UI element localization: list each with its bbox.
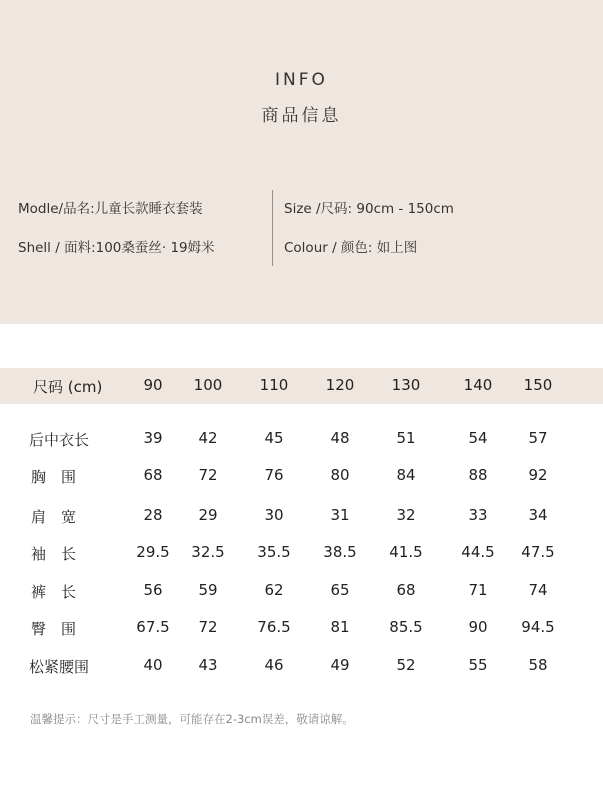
measurement-cell: 68 (143, 466, 163, 484)
measurement-cell: 54 (468, 429, 488, 447)
size-header-cell: 100 (193, 376, 223, 394)
size-header-cell: 120 (325, 376, 355, 394)
measurement-cell: 49 (330, 656, 350, 674)
measurement-cell: 74 (528, 581, 548, 599)
measurement-cell: 48 (330, 429, 350, 447)
measurement-cell: 35.5 (257, 543, 291, 561)
size-header-cell: 140 (463, 376, 493, 394)
measurement-row-label: 裤 长 (31, 583, 77, 601)
measurement-cell: 44.5 (461, 543, 495, 561)
measurement-cell: 52 (396, 656, 416, 674)
measurement-cell: 30 (264, 506, 284, 524)
measurement-cell: 38.5 (323, 543, 357, 561)
measurement-cell: 85.5 (389, 618, 423, 636)
measurement-row-label: 臀 围 (31, 620, 77, 638)
measurement-row-label: 肩 宽 (31, 508, 77, 526)
measurement-cell: 68 (396, 581, 416, 599)
measurement-cell: 39 (143, 429, 163, 447)
size-header-cell: 110 (259, 376, 289, 394)
measurement-cell: 41.5 (389, 543, 423, 561)
measurement-cell: 32 (396, 506, 416, 524)
size-header-label: 尺码 (cm) (33, 378, 103, 396)
measurement-cell: 71 (468, 581, 488, 599)
measurement-row-label: 胸 围 (31, 468, 77, 486)
spec-size: Size /尺码: 90cm - 150cm (284, 201, 454, 217)
measurement-row-label: 松紧腰围 (29, 658, 90, 676)
info-title: INFO (275, 70, 328, 90)
measurement-cell: 46 (264, 656, 284, 674)
measurement-cell: 94.5 (521, 618, 555, 636)
measurement-cell: 43 (198, 656, 218, 674)
measurement-cell: 34 (528, 506, 548, 524)
spec-model: Modle/品名:儿童长款睡衣套装 (18, 201, 203, 217)
measurement-cell: 67.5 (136, 618, 170, 636)
measurement-cell: 84 (396, 466, 416, 484)
measurement-cell: 47.5 (521, 543, 555, 561)
measurement-cell: 45 (264, 429, 284, 447)
measurement-cell: 81 (330, 618, 350, 636)
measurement-note: 温馨提示：尺寸是手工测量，可能存在2-3cm误差，敬请谅解。 (30, 712, 354, 726)
measurement-cell: 76.5 (257, 618, 291, 636)
spec-divider (272, 190, 273, 266)
measurement-cell: 88 (468, 466, 488, 484)
measurement-cell: 58 (528, 656, 548, 674)
measurement-cell: 72 (198, 466, 218, 484)
measurement-cell: 80 (330, 466, 350, 484)
size-header-cell: 90 (143, 376, 163, 394)
measurement-cell: 90 (468, 618, 488, 636)
measurement-cell: 29 (198, 506, 218, 524)
measurement-cell: 62 (264, 581, 284, 599)
spec-colour: Colour / 颜色: 如上图 (284, 240, 418, 256)
measurement-cell: 33 (468, 506, 488, 524)
measurement-cell: 40 (143, 656, 163, 674)
measurement-cell: 29.5 (136, 543, 170, 561)
spec-shell: Shell / 面料:100桑蚕丝· 19姆米 (18, 240, 215, 256)
measurement-row-label: 袖 长 (31, 545, 77, 563)
measurement-cell: 32.5 (191, 543, 225, 561)
info-panel (0, 0, 603, 324)
measurement-cell: 42 (198, 429, 218, 447)
measurement-row-label: 后中衣长 (29, 431, 90, 449)
measurement-cell: 72 (198, 618, 218, 636)
measurement-cell: 76 (264, 466, 284, 484)
size-header-cell: 150 (523, 376, 553, 394)
info-subtitle: 商品信息 (261, 106, 342, 126)
measurement-cell: 59 (198, 581, 218, 599)
measurement-cell: 51 (396, 429, 416, 447)
measurement-cell: 56 (143, 581, 163, 599)
measurement-cell: 65 (330, 581, 350, 599)
measurement-cell: 92 (528, 466, 548, 484)
measurement-cell: 28 (143, 506, 163, 524)
measurement-cell: 31 (330, 506, 350, 524)
measurement-cell: 55 (468, 656, 488, 674)
size-header-cell: 130 (391, 376, 421, 394)
measurement-cell: 57 (528, 429, 548, 447)
